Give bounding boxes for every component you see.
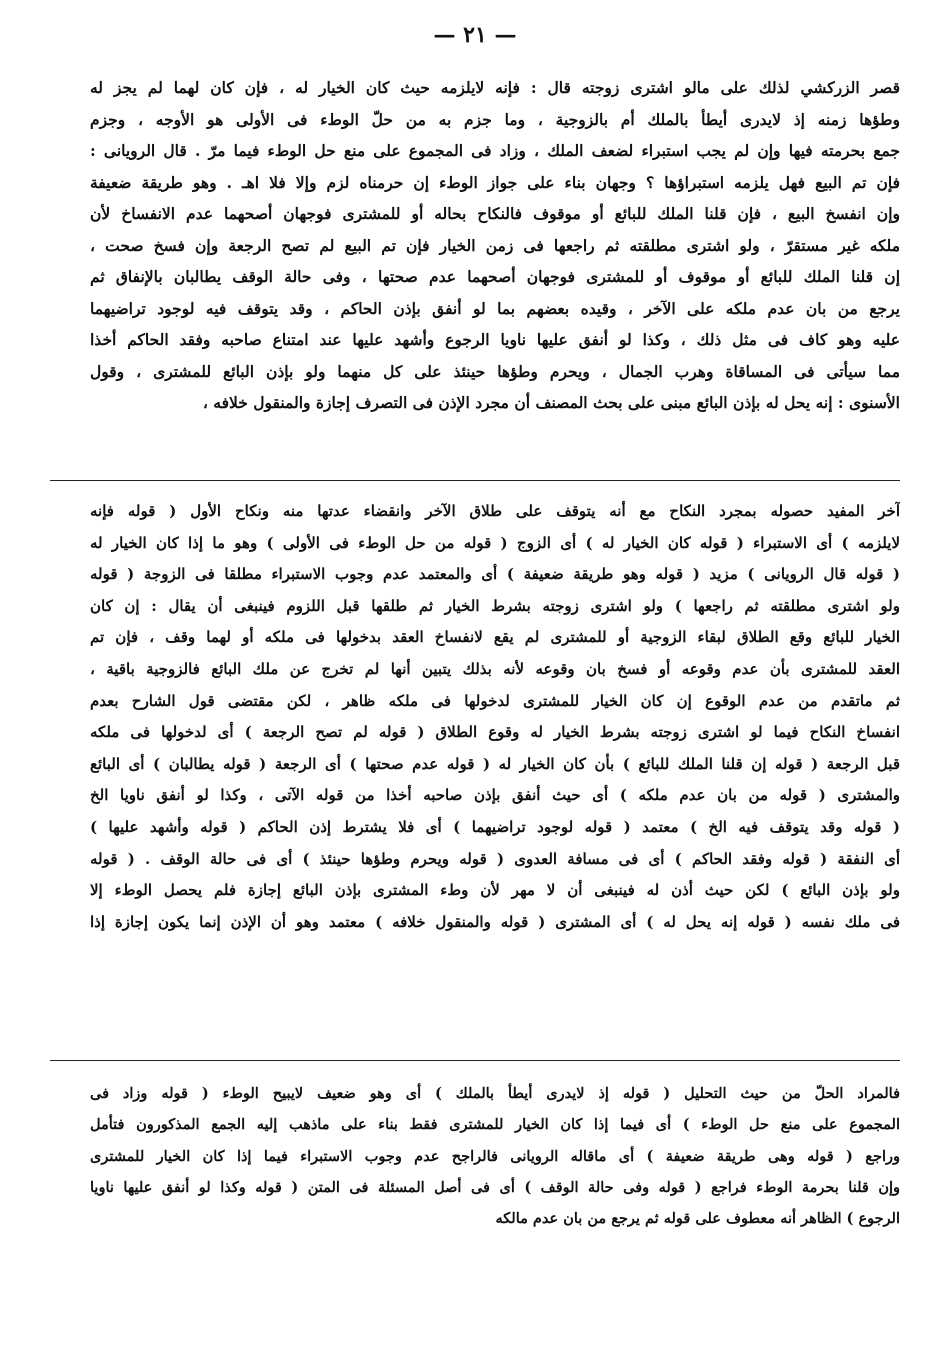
commentary-line: العقد للمشترى بأن عدم وقوعه أو فسخ بان وقوعه لأنه بذلك يتبين أنها لم تخرج عن ملك البائع فالزوجية باقية ، bbox=[90, 659, 900, 678]
main-text-line: وإن انفسخ البيع ، فإن قلنا الملك للبائع أو موقوف فالنكاح بحاله أو للمشترى فوجهان أصحهما عدم الانفساخ لأن bbox=[90, 204, 900, 223]
footnote-line: فالمراد الحلّ من حيث التحليل ( قوله إذ لايدرى أيطأ بالملك ) أى وهو ضعيف لايبيح الوطء ( قوله وزاد فى bbox=[90, 1085, 900, 1102]
main-text-line: عليه وهو كاف فى مثل ذلك ، وكذا لو أنفق عليها ناويا الرجوع وأشهد عليها عند امتناع صاحبه وفقد الحاكم أخذا bbox=[90, 330, 900, 349]
main-text-line: الأسنوى : إنه يحل له بإذن البائع مبنى على بحث المصنف أن مجرد الإذن فى التصرف إجازة والمنقول خلافه ، bbox=[202, 393, 900, 412]
main-text-line: وطؤها زمنه إذ لايدرى أيطأ بالملك أم بالزوجية ، وما جزم به من حلّ الوطء فى الأولى هو الأوجه ، وجزم bbox=[90, 109, 900, 129]
footnote-text bbox=[90, 1078, 900, 1234]
commentary-line: ( قوله قال الرويانى ) مزيد ( قوله وهو طريقة ضعيفة ) أى والمعتمد عدم وجوب الاستبراء مطلقا فى الزوجة ( قوله bbox=[90, 565, 900, 584]
commentary-line: ولو بإذن البائع ) لكن حيث أذن له فينبغى أن لا مهر لأن وطء المشترى بإذن البائع إجازة فلم يحصل الوطء إلا bbox=[90, 881, 900, 900]
commentary-line: انفساخ النكاح فيما لو اشترى زوجته بشرط الخيار له وقوع الطلاق ( قوله لم تصح الرجعة ) أى لدخولها فى ملكه bbox=[90, 723, 900, 742]
commentary-line: ( قوله وقد يتوقف فيه الخ ) معتمد ( قوله لوجود تراضيهما ) أى فلا يشترط إذن الحاكم ( قوله وأشهد عليها ) bbox=[90, 817, 900, 836]
commentary-line: فى ملك نفسه ( قوله إنه يحل له ) أى المشترى ( قوله والمنقول خلافه ) معتمد وهو أن الإذن إنما يكون إجازة إذا bbox=[90, 912, 900, 931]
commentary-line: قبل الرجعة ( قوله إن قلنا الملك للبائع ) بأن كان الخيار له ( قوله عدم صحتها ) أى الرجعة ( قوله يطالبان ) أى البائع bbox=[90, 754, 900, 773]
page-number: — ٢١ — bbox=[433, 22, 517, 48]
commentary-line: والمشترى ( قوله من بان عدم ملكه ) أى حيث أنفق بإذن صاحبه أخذا من قوله الآتى ، وكذا لو أنفق ناويا الخ bbox=[90, 786, 900, 805]
main-text-line: إن قلنا الملك للبائع أو موقوف أو للمشترى فوجهان أصحهما عدم صحتها ، وفى حالة الوقف يطالبان بالإنفاق ثم bbox=[90, 267, 900, 286]
main-text-line: ملكه غير مستقرّ ، ولو اشترى مطلقته ثم راجعها فى زمن الخيار فإن تم البيع لم تصح الرجعة وإن فسخ صحت ، bbox=[90, 235, 900, 255]
footnote-line: المجموع على منع حل الوطء ) أى فيما إذا كان الخيار للمشترى فقط بناء على ماذهب إليه الجمع المذكورون فتأمل bbox=[90, 1116, 900, 1134]
commentary-text bbox=[90, 496, 900, 938]
main-text-line: يرجع من بان عدم ملكه على الآخر ، وقيده بعضهم بما لو أنفق بإذن الحاكم ، وقد يتوقف فيه لوجود تراضيهما bbox=[90, 298, 900, 318]
footnote-line: وراجع ( قوله وهى طريقة ضعيفة ) أى ماقاله الرويانى فالراجح عدم وجوب الاستبراء فيما إذا كان الخيار للمشترى bbox=[90, 1147, 900, 1165]
commentary-line: ثم ماتقدم من عدم الوقوع إن كان الخيار للمشترى لدخولها فى ملكه ظاهر ، لكن مقتضى قول الشارح بعدم bbox=[90, 691, 900, 710]
footnote-line: وإن قلنا بحرمة الوطء فراجع ( قوله وفى حالة الوقف ) أى فى أصل المسئلة فى المتن ( قوله وكذا لو أنفق عليها ناويا bbox=[90, 1178, 900, 1196]
footnote-line: الرجوع ) الظاهر أنه معطوف على قوله ثم يرجع من بان عدم مالكه bbox=[495, 1210, 900, 1228]
main-text-line: قصر الزركشي لذلك على مالو اشترى زوجته قال : فإنه لايلزمه حيث كان الخيار له ، فإن كان لهما لم يجز له bbox=[90, 78, 900, 97]
main-text bbox=[90, 72, 900, 419]
divider-rule bbox=[50, 1060, 900, 1061]
commentary-line: آخر المفيد حصوله بمجرد النكاح مع أنه يتوقف على طلاق الآخر وانقضاء عدتها منه ونكاح الأول ( قوله فإنه bbox=[90, 502, 900, 520]
commentary-line: لايلزمه ) أى الاستبراء ( قوله كان الخيار له ) أى الزوج ( قوله من حل الوطء فى الأولى ) وهو ما إذا كان الخيار له bbox=[90, 533, 900, 552]
commentary-line: أى النفقة ( قوله وفقد الحاكم ) أى فى مسافة العدوى ( قوله ويحرم وطؤها حينئذ ) أى فى حالة الوقف . ( قوله bbox=[90, 849, 900, 868]
commentary-line: الخيار للبائع وقع الطلاق لبقاء الزوجية أو للمشترى لم يقع لانفساخ العقد بدخولها فى ملكه أو لهما وقف ، فإن تم bbox=[90, 628, 900, 647]
commentary-line: ولو اشترى مطلقته ثم راجعها ) ولو اشترى زوجته بشرط الخيار ثم طلقها قبل اللزوم فينبغى أن يقال : إن كان bbox=[90, 596, 900, 615]
divider-rule bbox=[50, 480, 900, 481]
main-text-line: جمع بحرمته فيها وإن لم يجب استبراء لضعف الملك ، وزاد فى المجموع على منع حل الوطء فيما مرّ . قال الرويانى : bbox=[90, 141, 900, 160]
main-text-line: مما سيأتى فى المساقاة وهرب الجمال ، ويحرم وطؤها حينئذ على كل منهما ولو بإذن البائع للمشترى ، وقول bbox=[90, 361, 900, 381]
main-text-line: فإن تم البيع فهل يلزمه استبراؤها ؟ وجهان بناء على جواز الوطء إن حرمناه لزم وإلا فلا اهـ . وهو طريقة ضعيفة bbox=[90, 172, 900, 192]
